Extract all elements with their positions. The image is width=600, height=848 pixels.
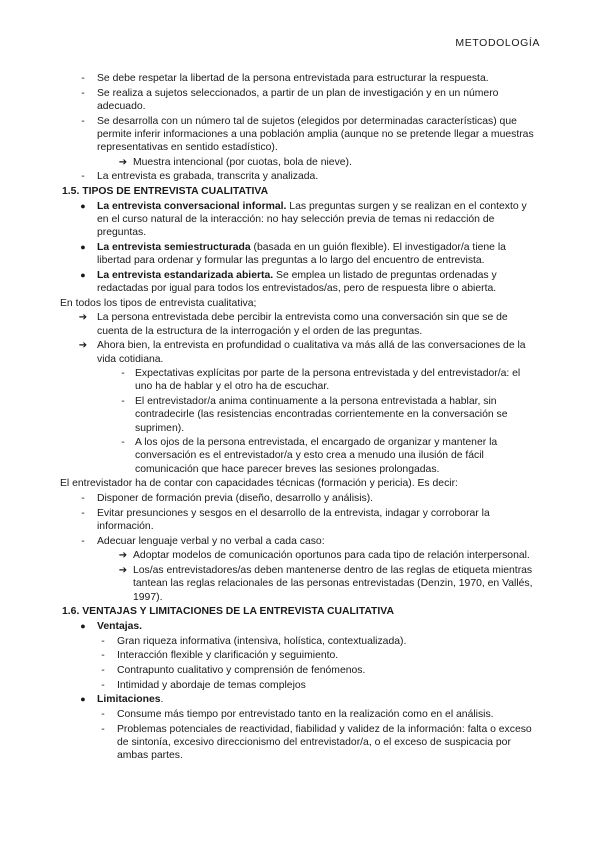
list-item: ● Limitaciones. [62, 693, 540, 706]
dash-bullet: - [121, 368, 125, 380]
list-item: - Interacción flexible y clarificación y seguimiento. [62, 649, 540, 662]
dash-bullet: - [101, 665, 105, 677]
bullet-icon: ● [80, 200, 86, 211]
list-item: ● Ventajas. [62, 620, 540, 633]
list-item: - Se realiza a sujetos seleccionados, a partir de un plan de investigación y en un número adecuado. [62, 87, 540, 113]
dash-bullet: - [101, 635, 105, 647]
list-item: - Se desarrolla con un número tal de sujetos (elegidos por determinadas características) que permite inferir informaciones a una población amplia (aunque no se pretende llegar a muestras representativas en sentido estadístico). [62, 115, 540, 155]
list-item: ➔ Ahora bien, la entrevista en profundidad o cualitativa va más allá de las conversaciones de la vida cotidiana. [78, 340, 526, 365]
paragraph: El entrevistador ha de contar con capacidades técnicas (formación y pericia). Es decir: [60, 478, 458, 490]
list-item: ➔ Muestra intencional (por cuotas, bola de nieve). [118, 156, 352, 168]
bullet-icon: ● [80, 694, 86, 705]
dash-bullet: - [81, 171, 85, 183]
list-item: ● La entrevista estandarizada abierta. Se emplea un listado de preguntas ordenadas y redactadas por igual para todos los entrevistados/as, pero de respuesta libre o abierta. [62, 269, 540, 295]
dash-bullet: - [81, 115, 85, 127]
document-body [62, 72, 540, 764]
dash-bullet: - [101, 709, 105, 721]
bullet-icon: ● [80, 620, 86, 631]
section-heading: 1.5. TIPOS DE ENTREVISTA CUALITATIVA [62, 186, 269, 198]
dash-bullet: - [101, 650, 105, 662]
bullet-icon: ● [80, 269, 86, 280]
dash-bullet: - [121, 396, 125, 408]
list-item: - Intimidad y abordaje de temas complejos [62, 679, 540, 692]
list-item: - Adecuar lenguaje verbal y no verbal a cada caso: [62, 535, 540, 548]
list-item: - A los ojos de la persona entrevistada, el encargado de organizar y mantener la conversación es el entrevistador/a y esto crea a menudo una ilusión de fácil comunicación que hace parecer breves las sesiones prolongadas. [62, 436, 540, 476]
list-item: - Disponer de formación previa (diseño, desarrollo y análisis). [62, 492, 540, 505]
dash-bullet: - [121, 437, 125, 449]
list-item: - El entrevistador/a anima continuamente a la persona entrevistada a hablar, sin contradecirle (las resistencias encontradas corrientemente en la conversación se suprimen). [62, 395, 540, 435]
list-item: - La entrevista es grabada, transcrita y analizada. [62, 170, 540, 183]
arrow-icon: ➔ [118, 156, 128, 168]
list-item: - Contrapunto cualitativo y comprensión de fenómenos. [62, 664, 540, 677]
arrow-icon: ➔ [118, 565, 128, 577]
section-heading: 1.6. VENTAJAS Y LIMITACIONES DE LA ENTREVISTA CUALITATIVA [62, 606, 394, 618]
list-item: ➔ Los/as entrevistadores/as deben mantenerse dentro de las reglas de etiqueta mientras tantean las reglas relacionales de las personas entrevistadas (Denzin, 1970, en Vallés, 1997). [118, 565, 533, 603]
bullet-icon: ● [80, 241, 86, 252]
list-item: ➔ La persona entrevistada debe percibir la entrevista como una conversación sin que se de cuenta de la estructura de la interrogación y el orden de las preguntas. [78, 312, 508, 337]
arrow-icon: ➔ [78, 312, 88, 324]
page-header-title: METODOLOGÍA [455, 37, 540, 49]
list-item: - Expectativas explícitas por parte de la persona entrevistada y del entrevistador/a: el uno ha de hablar y el otro ha de escuchar. [62, 367, 540, 393]
arrow-icon: ➔ [118, 550, 128, 562]
list-item: ➔ Adoptar modelos de comunicación oportunos para cada tipo de relación interpersonal. [118, 550, 530, 562]
list-item: - Evitar presunciones y sesgos en el desarrollo de la entrevista, indagar y corroborar la información. [62, 507, 540, 533]
list-item: - Se debe respetar la libertad de la persona entrevistada para estructurar la respuesta. [62, 72, 540, 85]
paragraph: En todos los tipos de entrevista cualitativa; [60, 297, 257, 309]
dash-bullet: - [101, 723, 105, 735]
arrow-icon: ➔ [78, 340, 88, 352]
dash-bullet: - [81, 507, 85, 519]
list-item: - Gran riqueza informativa (intensiva, holística, contextualizada). [62, 635, 540, 648]
list-item: - Consume más tiempo por entrevistado tanto en la realización como en el análisis. [62, 708, 540, 721]
dash-bullet: - [81, 87, 85, 99]
list-item: - Problemas potenciales de reactividad, fiabilidad y validez de la información: falta o exceso de sintonía, excesivo direccionismo del entrevistador/a, o el exceso de suspicacia por ambas partes. [62, 723, 540, 763]
dash-bullet: - [101, 679, 105, 691]
dash-bullet: - [81, 535, 85, 547]
dash-bullet: - [81, 73, 85, 84]
list-item: ● La entrevista semiestructurada (basada en un guión flexible). El investigador/a tiene la libertad para ordenar y formular las preguntas a lo largo del encuentro de entrevista. [62, 241, 540, 267]
list-item: ● La entrevista conversacional informal. Las preguntas surgen y se realizan en el contexto y en el curso natural de la interacción: no hay selección previa de temas ni redacción de preguntas. [62, 200, 540, 240]
dash-bullet: - [81, 493, 85, 505]
